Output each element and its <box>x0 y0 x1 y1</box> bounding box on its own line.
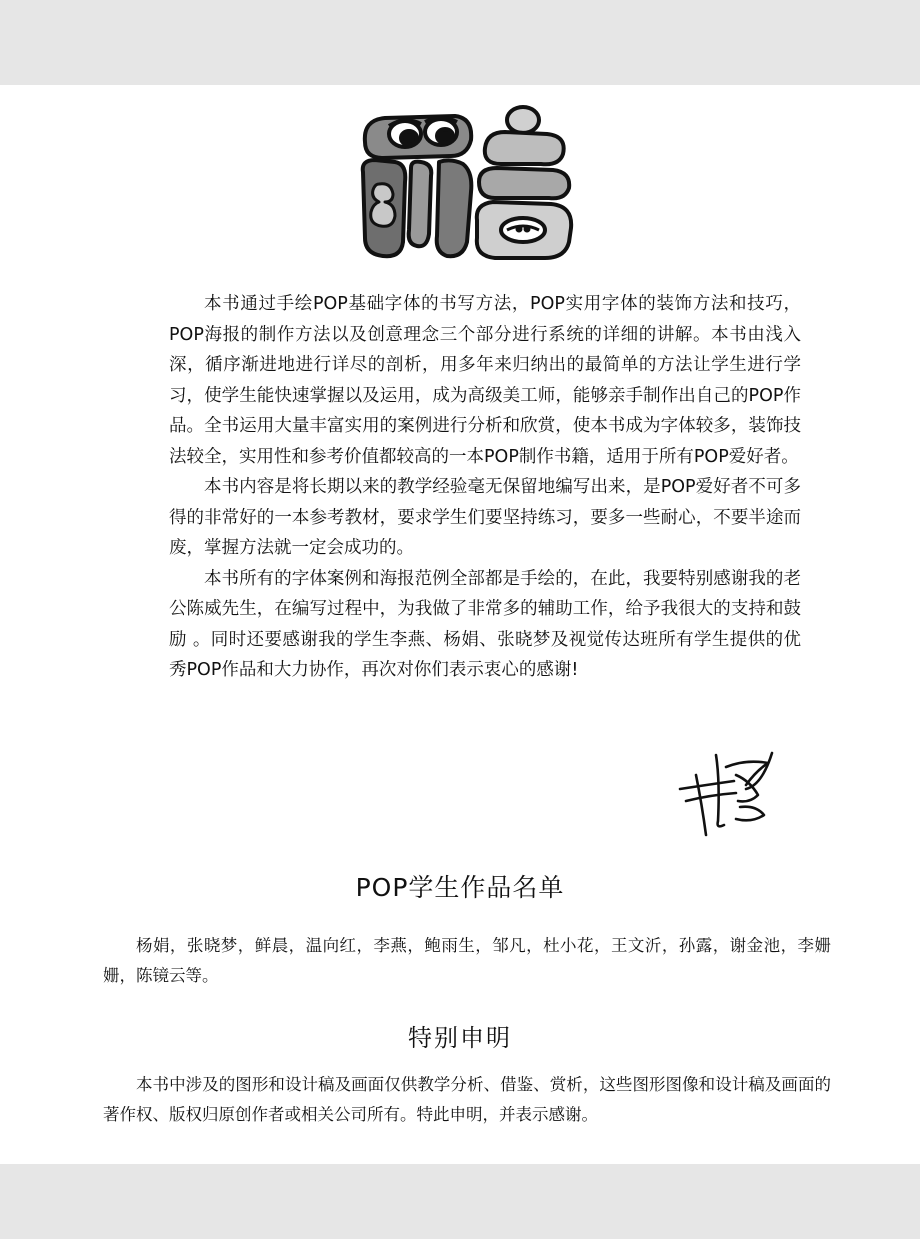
preface-body <box>169 289 801 686</box>
student-list-title: POP学生作品名单 <box>355 873 565 902</box>
bottom-gray-band <box>0 1164 920 1239</box>
logo-char-qian <box>363 116 472 256</box>
preface-paragraph-1: 本书通过手绘POP基础字体的书写方法，POP实用字体的装饰方法和技巧，POP海报的制作方法以及创意理念三个部分进行系统的详细的讲解。本书由浅入深，循序渐进地进行详尽的剖析，用多年来归纳出的最简单的方法让学生进行学习，使学生能快速掌握以及运用，成为高级美工师，能够亲手制作出自己的POP作品。全书运用大量丰富实用的案例进行分析和欣赏，使本书成为字体较多，装饰技法较全，实用性和参考价值都较高的一本POP制作书籍，适用于所有POP爱好者。 <box>169 294 801 467</box>
statement-title: 特别申明 <box>408 1024 512 1052</box>
top-gray-band <box>0 0 920 85</box>
book-page <box>0 85 920 1164</box>
author-signature <box>676 745 776 840</box>
student-names: 杨娟，张晓梦，鲜晨，温向红，李燕，鲍雨生，邹凡，杜小花，王文沂，孙露，谢金池，李姗姗，陈镜云等。 <box>103 936 831 985</box>
statement-text: 本书中涉及的图形和设计稿及画面仅供教学分析、借鉴、赏析，这些图形图像和设计稿及画面的著作权、版权归原创作者或相关公司所有。特此申明，并表示感谢。 <box>103 1075 831 1124</box>
preface-title-logo <box>355 102 575 262</box>
logo-char-yan <box>477 107 571 258</box>
preface-paragraph-2: 本书内容是将长期以来的教学经验毫无保留地编写出来，是POP爱好者不可多得的非常好的一本参考教材，要求学生们要坚持练习，要多一些耐心，不要半途而废，掌握方法就一定会成功的。 <box>169 477 801 558</box>
preface-paragraph-3: 本书所有的字体案例和海报范例全部都是手绘的，在此，我要特别感谢我的老公陈威先生，在编写过程中，为我做了非常多的辅助工作，给予我很大的支持和鼓励 。同时还要感谢我的学生李燕、杨娟、张晓梦及视觉传达班所有学生提供的优秀POP作品和大力协作，再次对你们表示衷心的感谢! <box>169 568 801 680</box>
